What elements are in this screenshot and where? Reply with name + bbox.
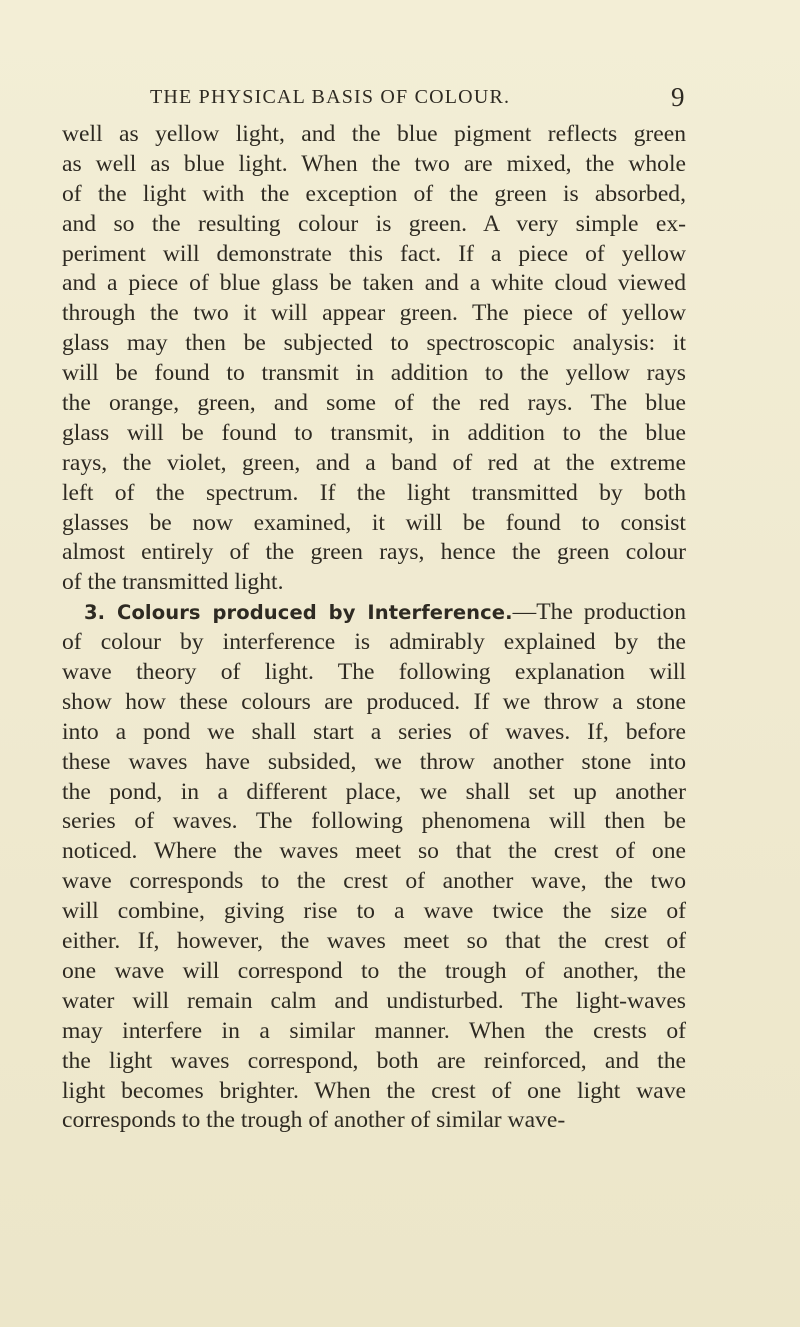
text-line: series of waves. The following phenomena will then be xyxy=(62,808,686,835)
paragraph-2 xyxy=(62,598,686,1136)
running-head xyxy=(0,82,800,116)
running-title: THE PHYSICAL BASIS OF COLOUR. xyxy=(150,86,511,108)
text-line: glass will be found to transmit, in addition to the blue xyxy=(62,419,686,446)
body-text xyxy=(62,120,686,1136)
text-line: will combine, giving rise to a wave twice the size of xyxy=(62,898,686,925)
text-line: glasses be now examined, it will be found to consist xyxy=(62,509,686,536)
text-line: will be found to transmit in addition to the yellow rays xyxy=(62,360,686,387)
text-line: the pond, in a different place, we shall set up another xyxy=(62,778,686,805)
text-line: wave theory of light. The following explanation will xyxy=(62,659,686,686)
text-line: of the transmitted light. xyxy=(62,569,284,596)
text-line: the light waves correspond, both are reinforced, and the xyxy=(62,1047,686,1074)
text-line: periment will demonstrate this fact. If a piece of yellow xyxy=(62,240,686,267)
text-line: these waves have subsided, we throw another stone into xyxy=(62,748,686,775)
text-line: show how these colours are produced. If we throw a stone xyxy=(62,688,686,715)
text-line: glass may then be subjected to spectroscopic analysis: it xyxy=(62,330,686,357)
text-line: either. If, however, the waves meet so that the crest of xyxy=(62,928,686,955)
text-line: into a pond we shall start a series of waves. If, before xyxy=(62,718,686,745)
text-line: wave corresponds to the crest of another wave, the two xyxy=(62,868,686,895)
text-line: noticed. Where the waves meet so that the crest of one xyxy=(62,838,686,865)
text-line: water will remain calm and undisturbed. The light-waves xyxy=(62,987,686,1014)
text-line: corresponds to the trough of another of similar wave- xyxy=(62,1107,566,1134)
heading-line-rest: —The production xyxy=(512,599,686,626)
text-line: through the two it will appear green. The piece of yellow xyxy=(62,300,686,327)
text-line: well as yellow light, and the blue pigment reflects green xyxy=(62,121,686,147)
text-line: almost entirely of the green rays, hence the green colour xyxy=(62,539,686,566)
text-line: left of the spectrum. If the light transmitted by both xyxy=(62,479,686,506)
text-line: of colour by interference is admirably explained by the xyxy=(62,629,686,656)
text-line: and so the resulting colour is green. A very simple ex- xyxy=(62,210,686,237)
text-line: one wave will correspond to the trough of another, the xyxy=(62,957,686,984)
text-line: of the light with the exception of the green is absorbed, xyxy=(62,180,686,207)
text-line: rays, the violet, green, and a band of red at the extreme xyxy=(62,449,686,476)
text-line: as well as blue light. When the two are mixed, the whole xyxy=(62,150,686,177)
text-line: the orange, green, and some of the red rays. The blue xyxy=(62,390,686,417)
page-number: 9 xyxy=(671,82,685,112)
text-line: light becomes brighter. When the crest of one light wave xyxy=(62,1077,686,1104)
text-line: may interfere in a similar manner. When the crests of xyxy=(62,1017,686,1044)
text-line: and a piece of blue glass be taken and a white cloud viewed xyxy=(62,270,686,297)
section-heading: 3. Colours produced by Interference. xyxy=(84,601,513,625)
section-heading-line xyxy=(62,598,686,628)
paragraph-1 xyxy=(62,120,686,598)
